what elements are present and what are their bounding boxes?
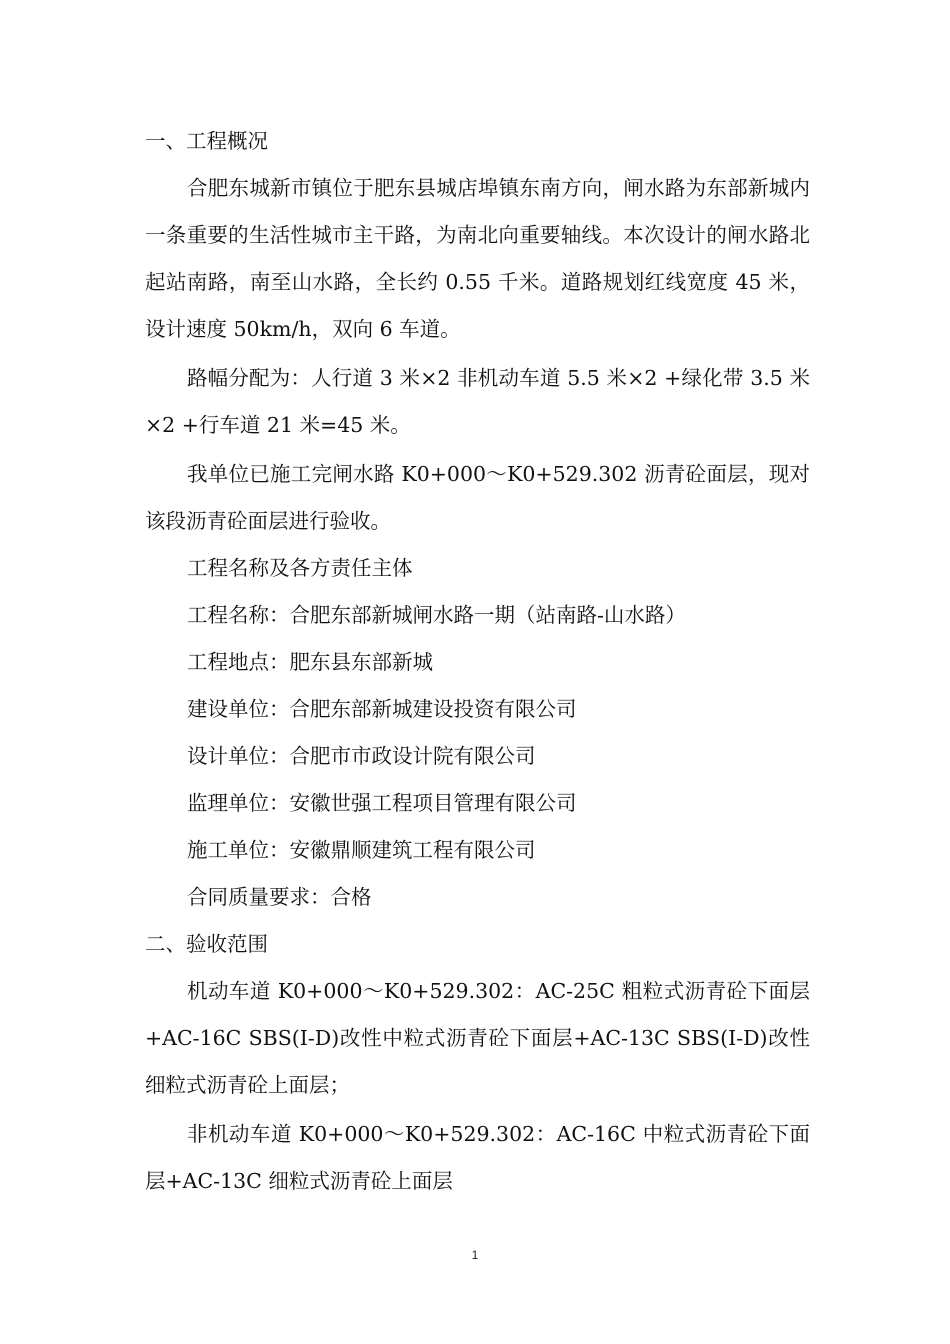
project-location-item: 工程地点：肥东县东部新城 [187,650,433,674]
construction-status-paragraph: 我单位已施工完闸水路 K0+000～K0+529.302 沥青砼面层，现对该段沥青砼面层进行验收。 [145,462,810,533]
quality-requirement-item: 合同质量要求：合格 [187,885,372,909]
road-width-paragraph: 路幅分配为：人行道 3 米×2 非机动车道 5.5 米×2 +绿化带 3.5 米×2 +行车道 21 米=45 米。 [145,366,810,437]
overview-paragraph: 合肥东城新市镇位于肥东县城店埠镇东南方向，闸水路为东部新城内一条重要的生活性城市主干路，为南北向重要轴线。本次设计的闸水路北起站南路，南至山水路，全长约 0.55 千米。道路规划红线宽度 45 米，设计速度 50km/h，双向 6 车道。 [145,176,810,341]
section-heading-overview: 一、工程概况 [145,129,268,153]
design-unit-item: 设计单位：合肥市市政设计院有限公司 [187,744,536,768]
document-body [145,118,810,1205]
parties-title: 工程名称及各方责任主体 [187,556,413,580]
project-name-item: 工程名称：合肥东部新城闸水路一期（站南路-山水路） [187,603,686,627]
owner-unit-item: 建设单位：合肥东部新城建设投资有限公司 [187,697,577,721]
non-motorway-scope-paragraph: 非机动车道 K0+000～K0+529.302：AC-16C 中粒式沥青砼下面层+AC-13C 细粒式沥青砼上面层 [145,1122,810,1193]
supervision-unit-item: 监理单位：安徽世强工程项目管理有限公司 [187,791,577,815]
construction-unit-item: 施工单位：安徽鼎顺建筑工程有限公司 [187,838,536,862]
section-heading-scope: 二、验收范围 [145,932,268,956]
motorway-scope-paragraph: 机动车道 K0+000～K0+529.302：AC-25C 粗粒式沥青砼下面层+AC-16C SBS(I-D)改性中粒式沥青砼下面层+AC-13C SBS(I-D)改性细粒式沥青砼上面层； [145,979,810,1097]
page-number: 1 [471,1248,479,1262]
